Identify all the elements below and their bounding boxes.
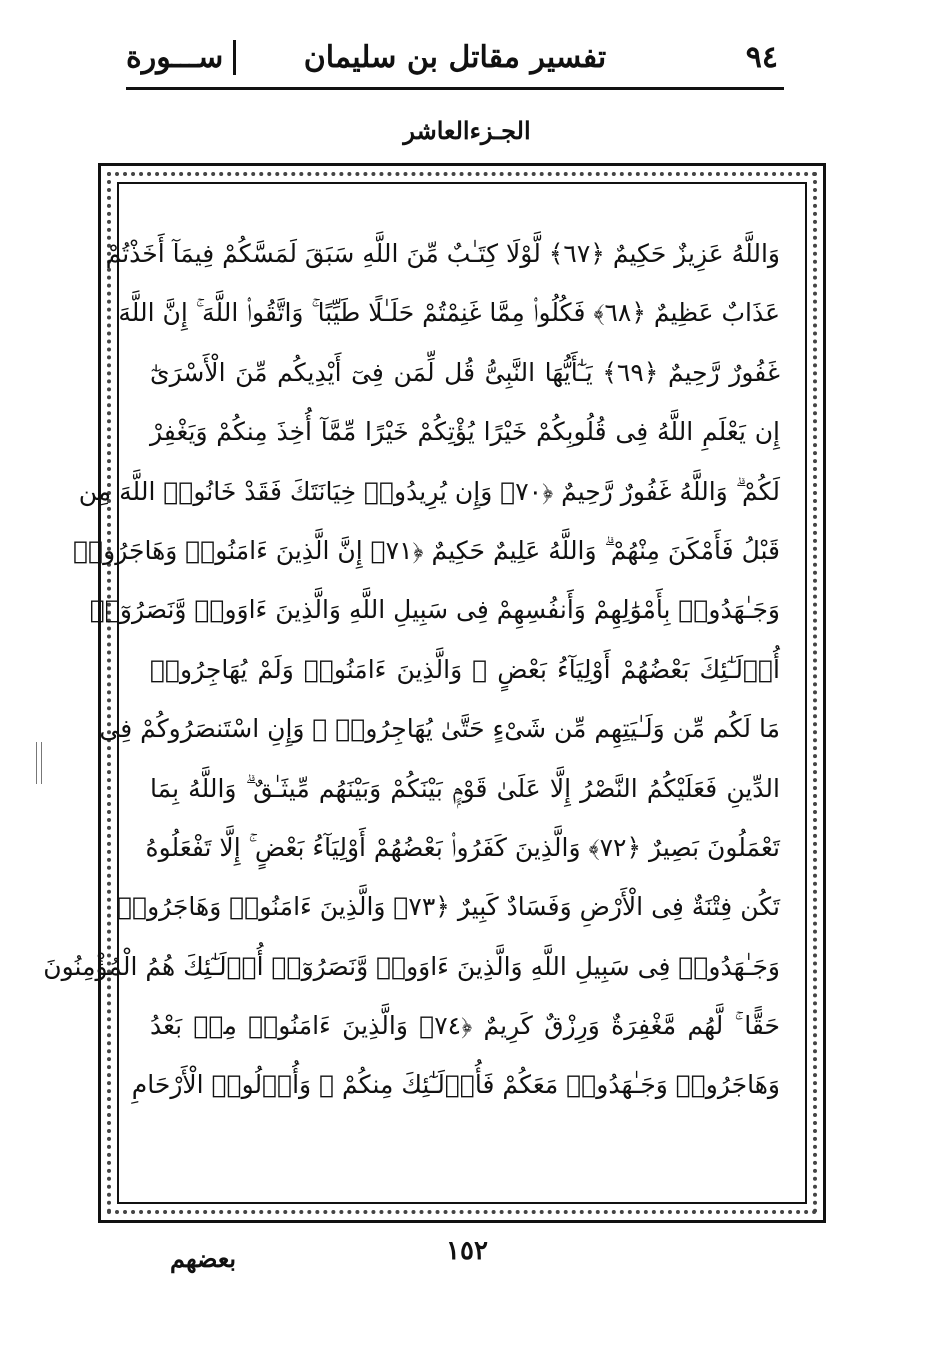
verse-line: وَجَـٰهَدُوا۟ بِأَمْوَٰلِهِمْ وَأَنفُسِهِمْ فِى سَبِيلِ اللَّهِ وَالَّذِينَ ءَاوَوا۟ وَّنَصَرُوٓا۟	[89, 595, 780, 625]
verse-line: غَفُورٌ رَّحِيمٌ ﴿٦٩﴾ يَـٰٓأَيُّهَا النَّبِىُّ قُل لِّمَن فِىٓ أَيْدِيكُم مِّنَ الْأَسْرَىٰٓ	[150, 357, 780, 387]
verse-line: وَاللَّهُ عَزِيزٌ حَكِيمٌ ﴿٦٧﴾ لَّوْلَا كِتَـٰبٌ مِّنَ اللَّهِ سَبَقَ لَمَسَّكُمْ فِيمَآ أَخَذْتُمْ	[105, 239, 780, 268]
catchword: بعضهم	[170, 1244, 237, 1273]
verse-line: وَجَـٰهَدُوا۟ فِى سَبِيلِ اللَّهِ وَالَّذِينَ ءَاوَوا۟ وَّنَصَرُوٓا۟ أُو۟لَـٰٓئِكَ هُمُ الْمُؤْمِنُونَ	[43, 951, 780, 981]
verse-line: إِن يَعْلَمِ اللَّهُ فِى قُلُوبِكُمْ خَيْرًا يُؤْتِكُمْ خَيْرًا مِّمَّآ أُخِذَ مِنكُمْ وَيَغْفِرْ	[150, 417, 780, 447]
verse-line: تَكُن فِتْنَةٌ فِى الْأَرْضِ وَفَسَادٌ كَبِيرٌ ﴿٧٣﴾ وَالَّذِينَ ءَامَنُوا۟ وَهَاجَرُوا۟	[117, 892, 780, 922]
verse-line: أُو۟لَـٰٓئِكَ بَعْضُهُمْ أَوْلِيَآءُ بَعْضٍ ۚ وَالَّذِينَ ءَامَنُوا۟ وَلَمْ يُهَاجِرُوا۟	[150, 654, 780, 684]
verse-line: تَعْمَلُونَ بَصِيرٌ ﴿٧٢﴾ وَالَّذِينَ كَفَرُوا۟ بَعْضُهُمْ أَوْلِيَآءُ بَعْضٍ ۚ إِلَّا تَفْعَلُوهُ	[145, 832, 780, 862]
header-rule	[126, 87, 784, 90]
surah-label: ســـورة	[126, 40, 236, 75]
quran-text-block	[43, 224, 780, 1174]
book-title: تفسير مقاتل بن سليمان	[303, 40, 607, 75]
verse-line: لَكُمْ ۗ وَاللَّهُ غَفُورٌ رَّحِيمٌ ﴿٧٠﴾ وَإِن يُرِيدُوا۟ خِيَانَتَكَ فَقَدْ خَانُوا۟ اللَّهَ مِن	[78, 476, 780, 506]
footer-page-number: ١٥٢	[446, 1236, 488, 1266]
juz-label: الجـزءالعاشر	[403, 116, 531, 145]
verse-line: الدِّينِ فَعَلَيْكُمُ النَّصْرُ إِلَّا عَلَىٰ قَوْمٍۭ بَيْنَكُمْ وَبَيْنَهُم مِّيثَـٰقٌ ۗ وَاللَّهُ بِمَا	[150, 773, 780, 803]
verse-line: وَهَاجَرُوا۟ وَجَـٰهَدُوا۟ مَعَكُمْ فَأُو۟لَـٰٓئِكَ مِنكُمْ ۚ وَأُو۟لُوا۟ الْأَرْحَامِ	[131, 1070, 780, 1100]
verse-line: عَذَابٌ عَظِيمٌ ﴿٦٨﴾ فَكُلُوا۟ مِمَّا غَنِمْتُمْ حَلَـٰلًا طَيِّبًا ۚ وَاتَّقُوا۟ اللَّهَ ۚ إِنَّ اللَّهَ	[118, 298, 780, 328]
page-header	[126, 28, 784, 90]
verse-line: قَبْلُ فَأَمْكَنَ مِنْهُمْ ۗ وَاللَّهُ عَلِيمٌ حَكِيمٌ ﴿٧١﴾ إِنَّ الَّذِينَ ءَامَنُوا۟ وَهَاجَرُوا۟	[73, 535, 780, 565]
verse-line: حَقًّا ۚ لَّهُم مَّغْفِرَةٌ وَرِزْقٌ كَرِيمٌ ﴿٧٤﴾ وَالَّذِينَ ءَامَنُوا۟ مِنۢ بَعْدُ	[150, 1011, 780, 1041]
verse-line: مَا لَكُم مِّن وَلَـٰيَتِهِم مِّن شَىْءٍ حَتَّىٰ يُهَاجِرُوا۟ ۚ وَإِنِ اسْتَنصَرُوكُمْ فِى	[99, 714, 780, 744]
page-number: ٩٤	[745, 40, 778, 75]
margin-mark	[36, 742, 42, 784]
